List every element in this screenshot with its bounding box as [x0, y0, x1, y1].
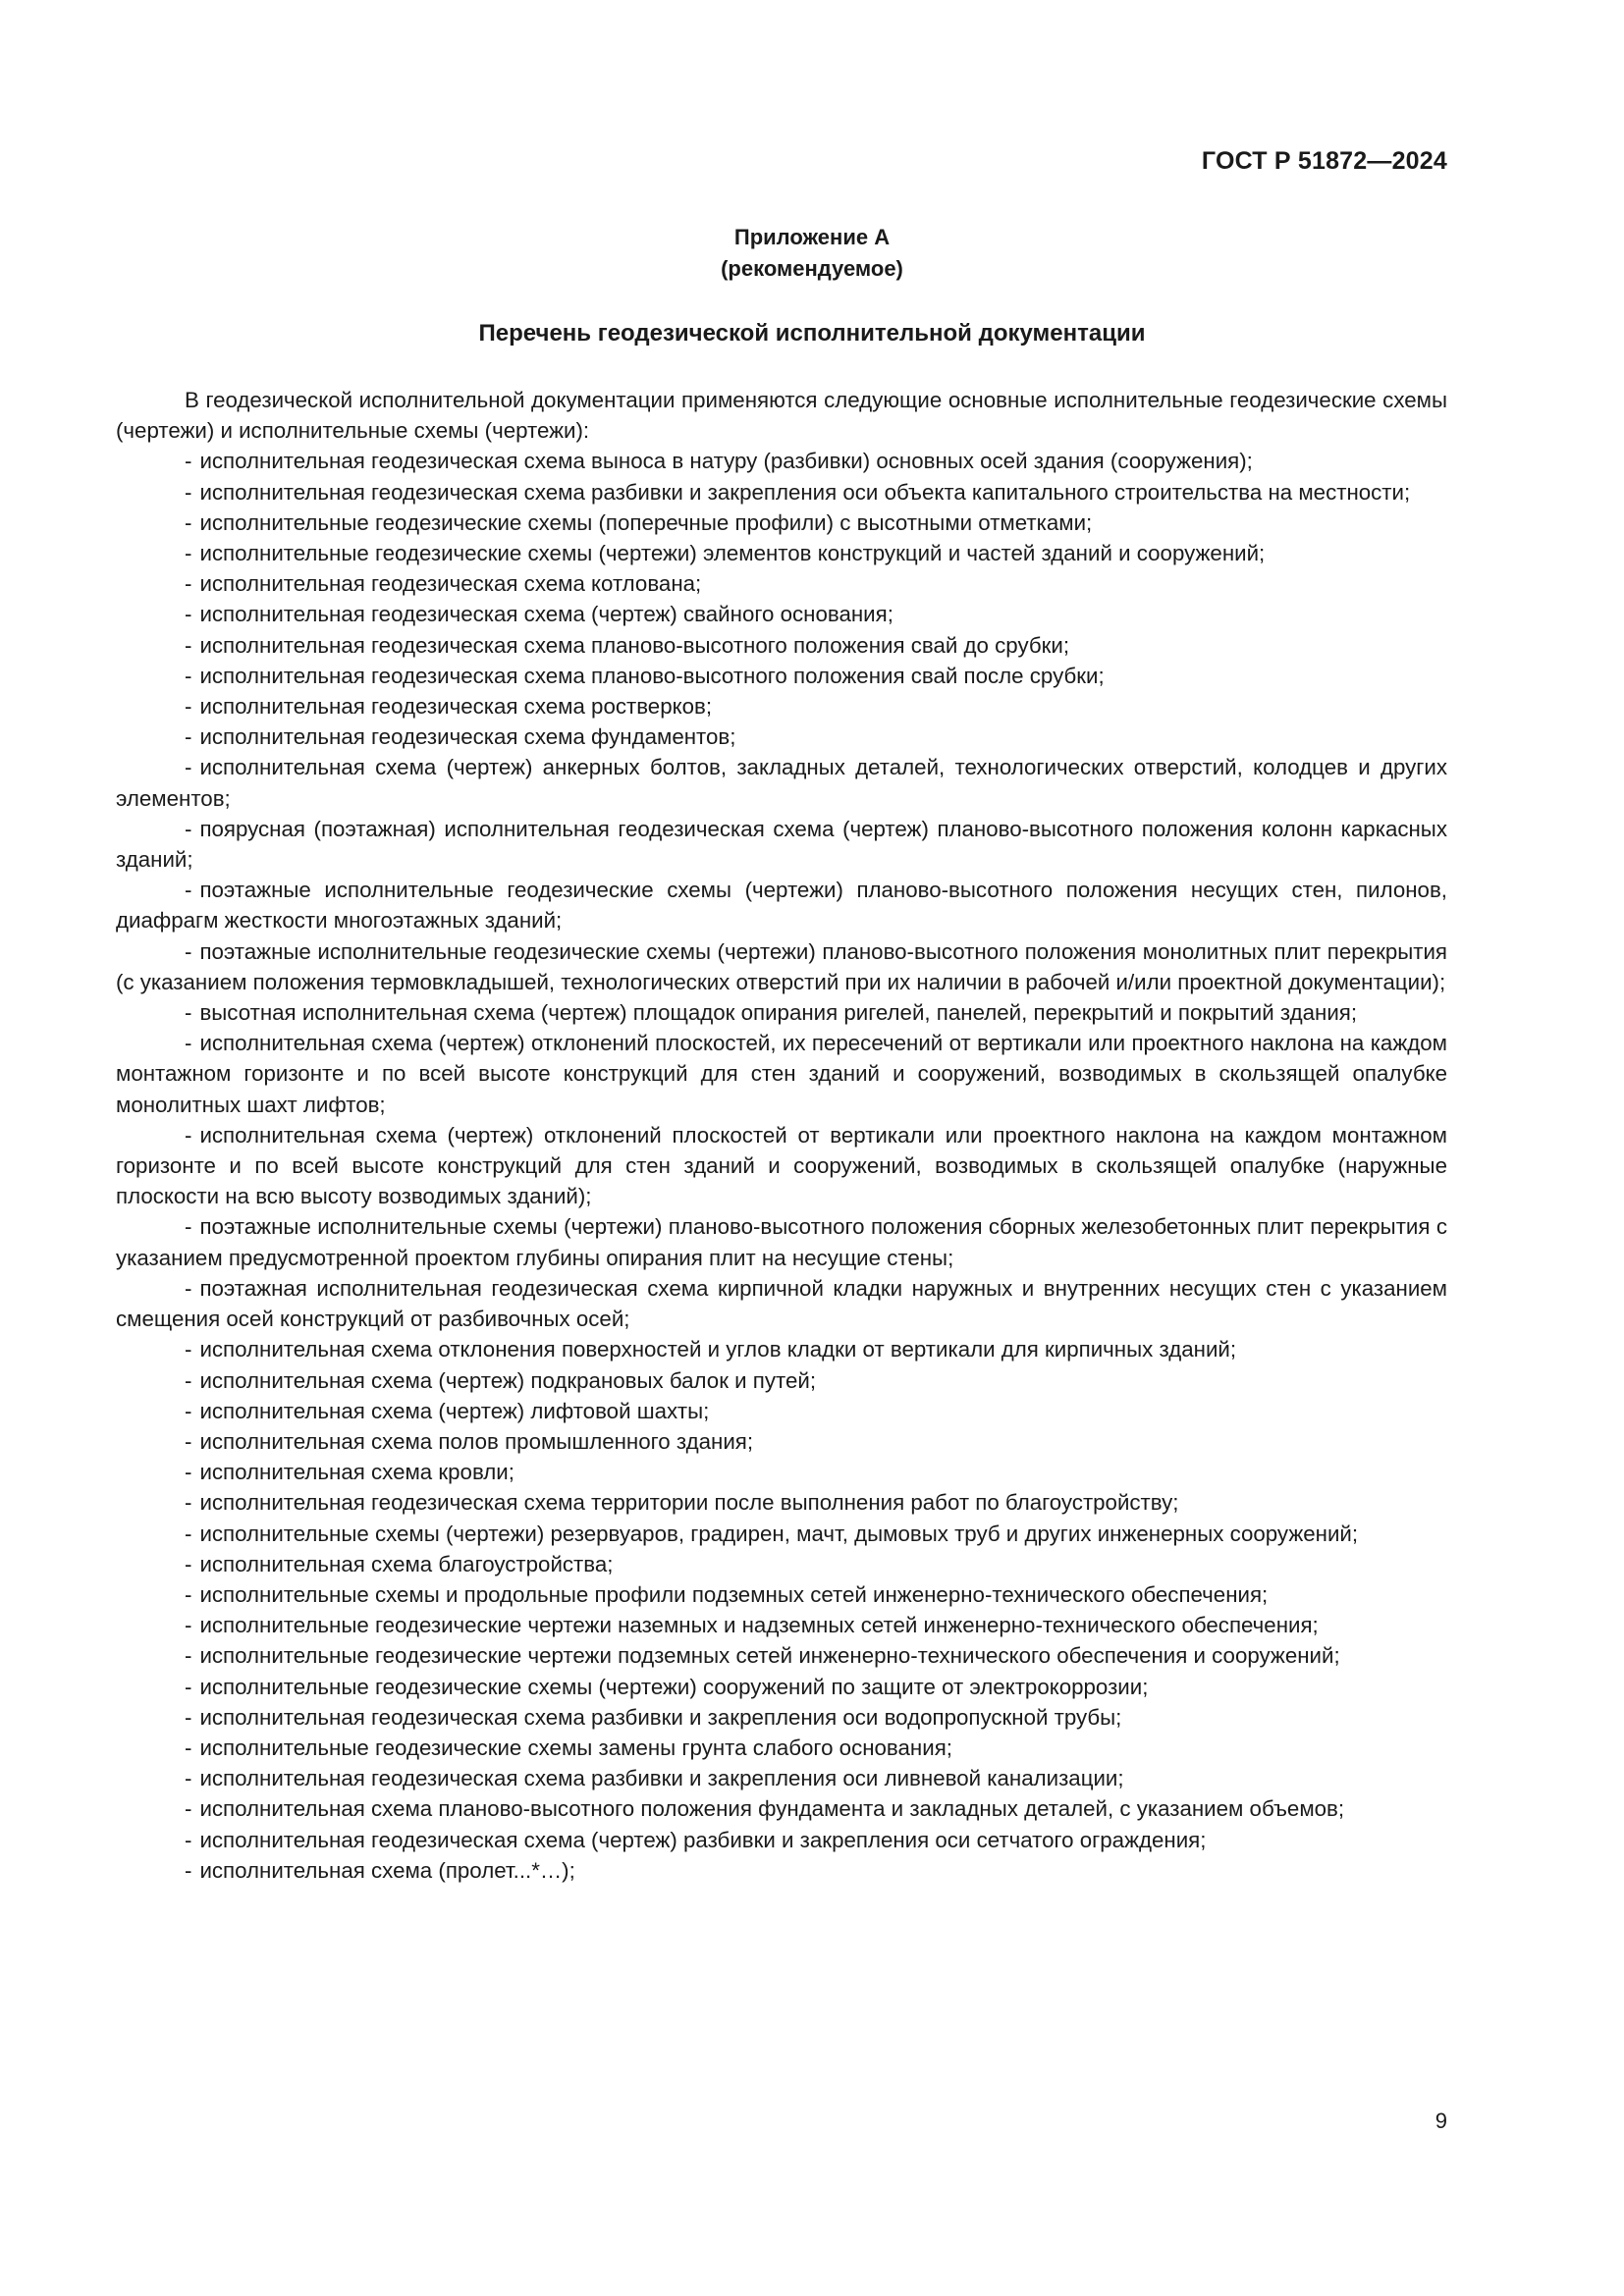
list-item: [116, 721, 1447, 752]
list-item: [116, 1733, 1447, 1763]
list-item: [116, 1549, 1447, 1579]
list-item: [116, 1426, 1447, 1457]
list-item-text: исполнительная геодезическая схема планово-высотного положения свай после срубки;: [199, 663, 1105, 688]
list-item: [116, 1672, 1447, 1702]
list-item: [116, 1519, 1447, 1549]
list-item: [116, 599, 1447, 629]
list-item-text: исполнительная геодезическая схема выноса в натуру (разбивки) основных осей здания (сооружения);: [199, 449, 1253, 474]
document-code: ГОСТ Р 51872—2024: [1201, 147, 1447, 175]
list-item: [116, 538, 1447, 568]
list-dash: -: [185, 541, 192, 566]
list-dash: -: [185, 1735, 192, 1760]
list-item-text: исполнительная геодезическая схема разбивки и закрепления оси объекта капитального строительства на местности;: [199, 479, 1411, 505]
list-item-text: исполнительная схема планово-высотного положения фундамента и закладных деталей, с указанием объемов;: [199, 1796, 1345, 1822]
list-item: [116, 1211, 1447, 1272]
list-item: [116, 1457, 1447, 1487]
list-item: [116, 1487, 1447, 1518]
list-item-text: исполнительные геодезические схемы (чертежи) элементов конструкций и частей зданий и сооружений;: [199, 541, 1266, 566]
list-dash: -: [185, 1000, 192, 1026]
list-dash: -: [185, 1857, 192, 1883]
list-item: [116, 1579, 1447, 1610]
list-item-text: исполнительная геодезическая схема разбивки и закрепления оси водопропускной трубы;: [199, 1704, 1122, 1730]
list-dash: -: [185, 602, 192, 627]
list-dash: -: [185, 1521, 192, 1546]
list-item: [116, 1028, 1447, 1120]
list-item-text: поярусная (поэтажная) исполнительная геодезическая схема (чертеж) планово-высотного положения колонн каркасных зданий;: [116, 816, 1447, 873]
list-dash: -: [185, 1613, 192, 1638]
list-item-text: поэтажные исполнительные схемы (чертежи) планово-высотного положения сборных железобетонных плит перекрытия с указанием предусмотренной проектом глубины опирания плит на несущие стены;: [116, 1214, 1447, 1270]
list-item-text: исполнительные геодезические чертежи подземных сетей инженерно-технического обеспечения и сооружений;: [199, 1643, 1340, 1669]
list-dash: -: [185, 1796, 192, 1822]
list-dash: -: [185, 1031, 192, 1056]
list-item-text: исполнительная схема отклонения поверхностей и углов кладки от вертикали для кирпичных зданий;: [199, 1337, 1237, 1362]
appendix-status: (рекомендуемое): [721, 256, 903, 281]
list-item-text: исполнительная геодезическая схема (чертеж) разбивки и закрепления оси сетчатого ограждения;: [199, 1827, 1207, 1852]
list-item: [116, 1610, 1447, 1640]
list-dash: -: [185, 724, 192, 750]
list-item-text: исполнительная геодезическая схема ростверков;: [199, 694, 713, 720]
list-dash: -: [185, 1674, 192, 1699]
list-item: [116, 1825, 1447, 1855]
list-item: [116, 1763, 1447, 1793]
list-dash: -: [185, 1704, 192, 1730]
list-dash: -: [185, 1398, 192, 1423]
list-item-text: поэтажные исполнительные геодезические схемы (чертежи) планово-высотного положения несущих стен, пилонов, диафрагм жесткости многоэтажных зданий;: [116, 878, 1447, 934]
list-item-text: исполнительная схема кровли;: [199, 1460, 514, 1485]
list-item: [116, 446, 1447, 476]
list-dash: -: [185, 1367, 192, 1393]
list-item-text: исполнительная схема (чертеж) отклонений плоскостей от вертикали или проектного наклона на каждом монтажном горизонте и по всей высоте конструкций для стен зданий и сооружений, возводимых в скользящей опалубке (наружные плоскости на всю высоту возводимых зданий);: [116, 1122, 1447, 1209]
document-body: [116, 385, 1447, 1886]
list-item-text: исполнительные геодезические схемы (чертежи) сооружений по защите от электрокоррозии;: [199, 1674, 1149, 1699]
list-dash: -: [185, 755, 192, 780]
page-number: 9: [1435, 2109, 1447, 2133]
list-dash: -: [185, 1428, 192, 1454]
list-item: [116, 1793, 1447, 1824]
list-dash: -: [185, 1214, 192, 1240]
list-item: [116, 997, 1447, 1028]
list-item-text: поэтажные исполнительные геодезические схемы (чертежи) планово-высотного положения монолитных плит перекрытия (с указанием положения термовкладышей, технологических отверстий при их наличии в рабочей и/или проектной документации);: [116, 938, 1447, 994]
list-dash: -: [185, 1827, 192, 1852]
list-dash: -: [185, 1122, 192, 1148]
list-dash: -: [185, 938, 192, 964]
documentation-list: [116, 446, 1447, 1886]
list-item-text: исполнительные геодезические схемы замены грунта слабого основания;: [199, 1735, 952, 1760]
list-dash: -: [185, 1766, 192, 1791]
list-item: [116, 1396, 1447, 1426]
list-item: [116, 568, 1447, 599]
list-dash: -: [185, 479, 192, 505]
list-item-text: исполнительная геодезическая схема котлована;: [199, 571, 702, 597]
list-item-text: исполнительная геодезическая схема фундаментов;: [199, 724, 736, 750]
intro-paragraph: В геодезической исполнительной документации применяются следующие основные исполнительные геодезические схемы (чертежи) и исполнительные схемы (чертежи):: [116, 388, 1447, 444]
list-dash: -: [185, 1490, 192, 1516]
list-item: [116, 814, 1447, 875]
list-dash: -: [185, 1581, 192, 1607]
list-dash: -: [185, 1337, 192, 1362]
list-item-text: исполнительная геодезическая схема планово-высотного положения свай до срубки;: [199, 632, 1070, 658]
list-dash: -: [185, 694, 192, 720]
list-item-text: исполнительная геодезическая схема (чертеж) свайного основания;: [199, 602, 893, 627]
list-item-text: исполнительная схема (чертеж) анкерных болтов, закладных деталей, технологических отверстий, колодцев и других элементов;: [116, 755, 1447, 811]
list-dash: -: [185, 571, 192, 597]
list-item-text: исполнительные схемы (чертежи) резервуаров, градирен, мачт, дымовых труб и других инженерных сооружений;: [199, 1521, 1359, 1546]
list-item: [116, 875, 1447, 935]
list-dash: -: [185, 1551, 192, 1576]
list-item-text: исполнительная схема благоустройства;: [199, 1551, 614, 1576]
list-item: [116, 1702, 1447, 1733]
list-dash: -: [185, 1643, 192, 1669]
section-title: Перечень геодезической исполнительной документации: [478, 320, 1146, 347]
list-dash: -: [185, 878, 192, 903]
list-item-text: исполнительная схема полов промышленного здания;: [199, 1428, 754, 1454]
list-dash: -: [185, 449, 192, 474]
list-dash: -: [185, 663, 192, 688]
list-item: [116, 1273, 1447, 1334]
list-item-text: исполнительная геодезическая схема разбивки и закрепления оси ливневой канализации;: [199, 1766, 1124, 1791]
list-item: [116, 661, 1447, 691]
list-item: [116, 752, 1447, 813]
list-item: [116, 936, 1447, 997]
list-item-text: исполнительная геодезическая схема территории после выполнения работ по благоустройству;: [199, 1490, 1179, 1516]
list-dash: -: [185, 1460, 192, 1485]
list-item-text: исполнительная схема (пролет...*…);: [199, 1857, 575, 1883]
list-item-text: высотная исполнительная схема (чертеж) площадок опирания ригелей, панелей, перекрытий и покрытий здания;: [199, 1000, 1358, 1026]
list-item-text: исполнительная схема (чертеж) отклонений плоскостей, их пересечений от вертикали или проектного наклона на каждом монтажном горизонте и по всей высоте конструкций для стен зданий и сооружений, возводимых в скользящей опалубке монолитных шахт лифтов;: [116, 1031, 1447, 1117]
list-item-text: исполнительные геодезические чертежи наземных и надземных сетей инженерно-технического обеспечения;: [199, 1613, 1319, 1638]
list-dash: -: [185, 509, 192, 535]
appendix-title: Приложение А: [733, 225, 891, 249]
list-item: [116, 1640, 1447, 1671]
appendix-heading: [116, 222, 1508, 285]
list-item: [116, 1334, 1447, 1364]
list-item: [116, 477, 1447, 507]
list-dash: -: [185, 816, 192, 841]
list-item-text: поэтажная исполнительная геодезическая схема кирпичной кладки наружных и внутренних несущих стен с указанием смещения осей конструкций от разбивочных осей;: [116, 1275, 1447, 1332]
list-item: [116, 630, 1447, 661]
list-dash: -: [185, 632, 192, 658]
list-item-text: исполнительные геодезические схемы (поперечные профили) с высотными отметками;: [199, 509, 1093, 535]
list-item-text: исполнительные схемы и продольные профили подземных сетей инженерно-технического обеспечения;: [199, 1581, 1269, 1607]
list-item-text: исполнительная схема (чертеж) подкрановых балок и путей;: [199, 1367, 817, 1393]
list-dash: -: [185, 1275, 192, 1301]
list-item: [116, 691, 1447, 721]
list-item: [116, 1120, 1447, 1212]
list-item: [116, 1365, 1447, 1396]
list-item: [116, 507, 1447, 538]
list-item: [116, 1855, 1447, 1886]
list-item-text: исполнительная схема (чертеж) лифтовой шахты;: [199, 1398, 710, 1423]
